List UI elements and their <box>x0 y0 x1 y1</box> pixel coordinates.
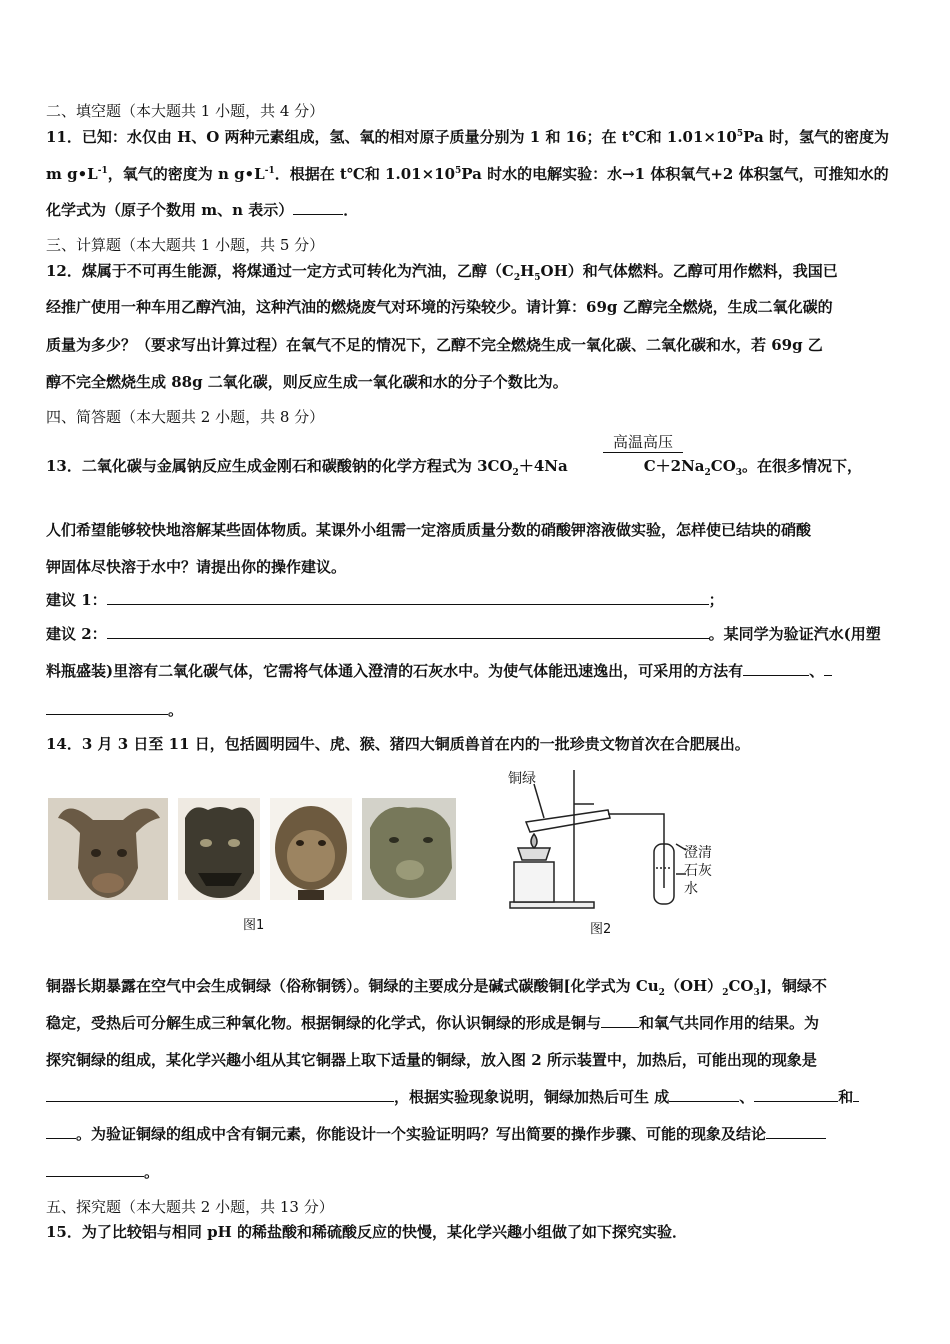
q14-sub: 2 <box>658 988 665 998</box>
q13-line-7 <box>46 700 183 720</box>
monkey-head-image <box>270 798 352 900</box>
q12-text: OH）和气体燃料。乙醇可用作燃料，我国已 <box>540 262 838 280</box>
answer-blank <box>46 700 168 715</box>
q11-line-3 <box>46 200 358 220</box>
answer-blank <box>743 661 809 676</box>
q13-text: 13．二氧化碳与金属钠反应生成金刚石和碳酸钠的化学方程式为 3CO <box>46 457 513 475</box>
answer-blank <box>754 1087 838 1102</box>
q14-text: 和氧气共同作用的结果。为 <box>639 1014 820 1032</box>
q14-text: 和 <box>838 1088 854 1106</box>
q14-para-2 <box>46 1013 819 1033</box>
q13-text: 建议 1： <box>46 591 107 609</box>
q11-text: 化学式为（原子个数用 m、n 表示） <box>46 201 294 219</box>
label-tonglv: 铜绿 <box>508 771 536 787</box>
q14-para-5 <box>46 1124 826 1144</box>
q11-text: ．根据在 t℃和 1.01×10 <box>274 165 456 183</box>
tiger-head-image <box>178 798 260 900</box>
q12-line-4: 醇不完全燃烧生成 88g 二氧化碳，则反应生成一氧化碳和水的分子个数比为。 <box>46 373 568 391</box>
q13-suggestion-1 <box>46 590 724 610</box>
q13-text: 建议 2： <box>46 625 107 643</box>
answer-blank <box>853 1087 859 1102</box>
answer-blank <box>824 661 832 676</box>
q13-text: 。在很多情况下， <box>742 457 863 475</box>
q11-sup: 5 <box>455 166 462 176</box>
figure-1-caption: 图1 <box>243 918 265 933</box>
q13-text: CO <box>710 457 736 475</box>
q13-line-2: 人们希望能够较快地溶解某些固体物质。某课外小组需一定溶质质量分数的硝酸钾溶液做实验，怎样使已结块的硝酸 <box>46 521 812 539</box>
q12-sub: 5 <box>534 273 541 283</box>
q13-text: 。某同学为验证汽水(用塑 <box>708 625 881 643</box>
answer-blank <box>766 1124 826 1139</box>
section-3-title: 三、计算题（本大题共 1 小题，共 5 分） <box>46 236 325 254</box>
q13-text: 料瓶盛装)里溶有二氧化碳气体，它需将气体通入澄清的石灰水中。为使气体能迅速逸出，可采用的方法有 <box>46 662 744 680</box>
q11-line-2 <box>46 164 889 184</box>
iron-stand-base <box>510 902 594 908</box>
section-2-title: 二、填空题（本大题共 1 小题，共 4 分） <box>46 102 325 120</box>
pig-head-image <box>362 798 456 900</box>
answer-blank <box>107 624 709 639</box>
q11-text: Pa 时水的电解实验：水→1 体积氧气+2 体积氢气，可推知水的 <box>461 165 889 183</box>
q13-text: ； <box>708 591 724 609</box>
q11-text: ，氧气的密度为 n g•L <box>107 165 265 183</box>
heated-test-tube <box>526 810 610 832</box>
q13-text: C＋2Na <box>643 457 705 475</box>
q14-line-1: 14．3 月 3 日至 11 日，包括圆明园牛、虎、猴、猪四大铜质兽首在内的一批珍贵文物首次在合肥展出。 <box>46 735 750 753</box>
q14-para-3: 探究铜绿的组成，某化学兴趣小组从其它铜器上取下适量的铜绿，放入图 2 所示装置中，加热后，可能出现的现象是 <box>46 1051 817 1069</box>
q12-sub: 2 <box>513 273 521 283</box>
q11-text: ． <box>343 201 359 219</box>
ox-head-image <box>48 798 168 900</box>
alcohol-lamp-top <box>518 848 550 860</box>
q11-sup: -1 <box>97 166 108 176</box>
q13-line-6 <box>46 661 832 681</box>
q12-text: H <box>520 262 535 280</box>
q14-text: ，根据实验现象说明，铜绿加热后可生 成 <box>394 1088 670 1106</box>
label-shihui: 石灰 <box>684 863 712 879</box>
q13-sub: 2 <box>704 468 711 478</box>
answer-blank <box>107 590 709 605</box>
q14-text: CO <box>728 977 754 995</box>
figure-1-bronze-heads <box>48 798 458 902</box>
q12-line-2: 经推广使用一种车用乙醇汽油，这种汽油的燃烧废气对环境的污染较少。请计算：69g 乙醇完全燃烧，生成二氧化碳的 <box>46 298 833 316</box>
q11-sup: -1 <box>264 166 275 176</box>
q13-text: ＋4Na <box>518 457 568 475</box>
q13-line-1 <box>46 456 862 476</box>
q14-text: 。 <box>144 1163 160 1181</box>
q12-text: 12．煤属于不可再生能源，将煤通过一定方式可转化为汽油，乙醇（C <box>46 262 514 280</box>
q13-suggestion-2 <box>46 624 881 644</box>
answer-blank <box>293 200 343 215</box>
figure-2-caption: 图2 <box>590 922 612 937</box>
reaction-condition: 高温高压 <box>603 432 683 453</box>
label-shui: 水 <box>684 881 698 897</box>
q12-line-1 <box>46 261 838 281</box>
answer-blank <box>46 1162 144 1177</box>
q14-text: 铜器长期暴露在空气中会生成铜绿（俗称铜锈）。铜绿的主要成分是碱式碳酸铜[化学式为 Cu <box>46 977 659 995</box>
answer-blank <box>46 1087 394 1102</box>
answer-blank <box>601 1013 639 1028</box>
q11-line-1 <box>46 127 889 147</box>
delivery-tube <box>608 814 664 888</box>
q14-text: 、 <box>739 1088 755 1106</box>
q14-sub: 2 <box>722 988 729 998</box>
q13-sub: 3 <box>735 468 743 478</box>
q12-line-3: 质量为多少？（要求写出计算过程）在氧气不足的情况下，乙醇不完全燃烧生成一氧化碳、二氧化碳和水，若 69g 乙 <box>46 336 823 354</box>
q13-text: 、 <box>809 662 825 680</box>
q11-text: m g•L <box>46 165 98 183</box>
q14-text: 。为验证铜绿的组成中含有铜元素，你能设计一个实验证明吗？写出简要的操作步骤、可能的现象及结论 <box>76 1125 767 1143</box>
q15-line-1: 15．为了比较铝与相同 pH 的稀盐酸和稀硫酸反应的快慢，某化学兴趣小组做了如下探究实验． <box>46 1223 687 1241</box>
q14-para-6 <box>46 1162 159 1182</box>
q11-sup: 5 <box>736 129 744 139</box>
answer-blank <box>669 1087 739 1102</box>
q11-text: Pa 时，氢气的密度为 <box>743 128 889 146</box>
answer-blank <box>46 1124 76 1139</box>
q11-text: 11．已知：水仅由 H、O 两种元素组成，氢、氧的相对原子质量分别为 1 和 16；在 t℃和 1.01×10 <box>46 128 737 146</box>
q14-text: （OH） <box>664 977 723 995</box>
q14-para-4 <box>46 1087 859 1107</box>
section-5-title: 五、探究题（本大题共 2 小题，共 13 分） <box>46 1198 334 1216</box>
q13-text: 。 <box>168 701 184 719</box>
alcohol-lamp <box>514 862 554 902</box>
q13-line-3: 钾固体尽快溶于水中？请提出你的操作建议。 <box>46 558 347 576</box>
section-4-title: 四、简答题（本大题共 2 小题，共 8 分） <box>46 408 325 426</box>
q14-text: ]，铜绿不 <box>759 977 827 995</box>
q13-sub: 2 <box>512 468 519 478</box>
q14-sub: 3 <box>753 988 760 998</box>
q14-para-1 <box>46 976 827 996</box>
q14-text: 稳定，受热后可分解生成三种氧化物。根据铜绿的化学式，你认识铜绿的形成是铜与 <box>46 1014 602 1032</box>
label-chengqing: 澄清 <box>684 845 712 861</box>
